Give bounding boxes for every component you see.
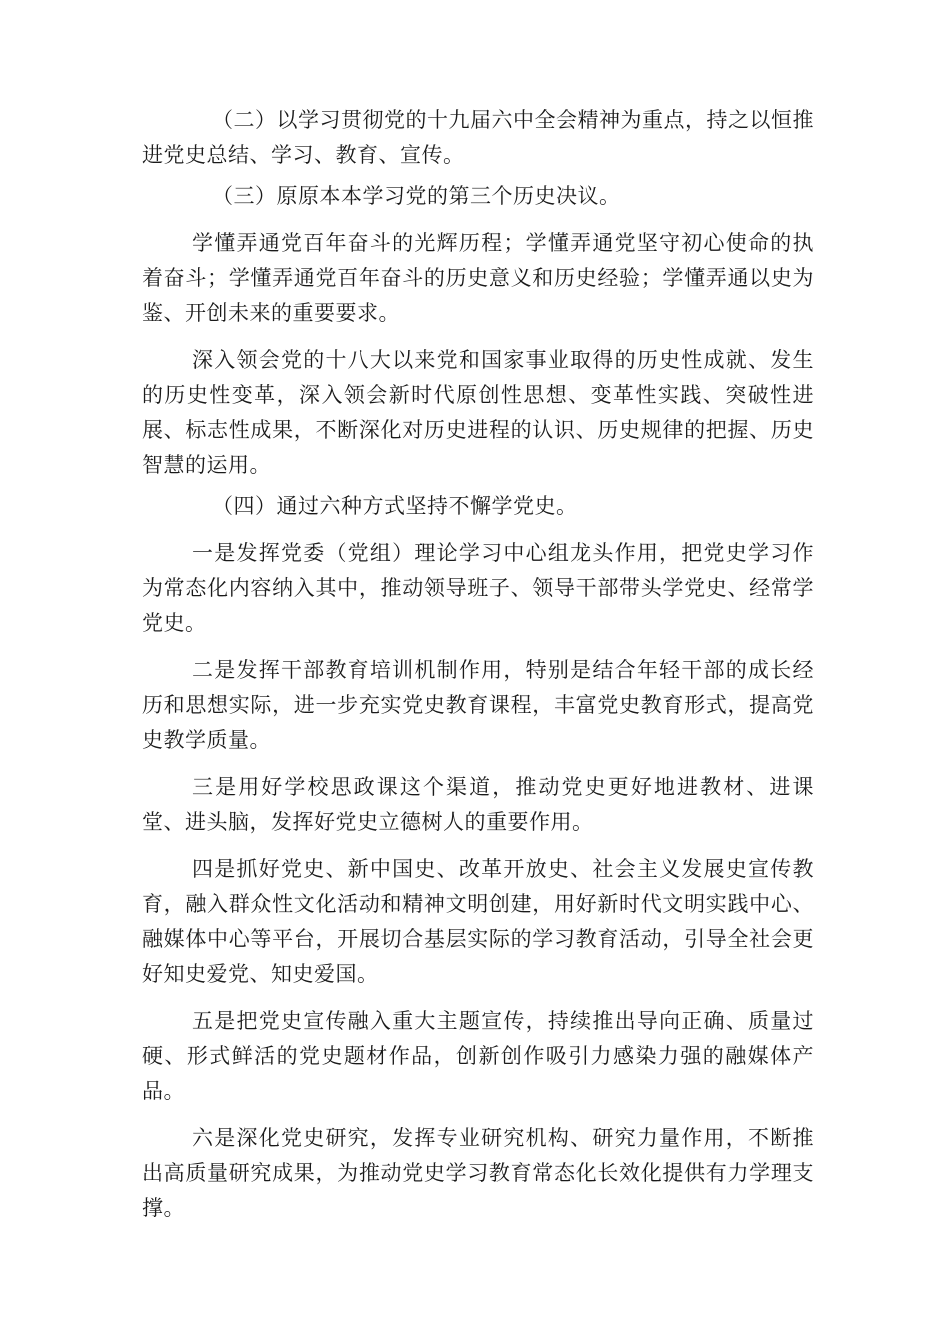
section-heading-3: （三）原原本本学习党的第三个历史决议。 (212, 184, 621, 208)
document-page (142, 103, 814, 1226)
paragraph-method-6: 六是深化党史研究，发挥专业研究机构、研究力量作用，不断推出高质量研究成果，为推动党史学习教育常态化长效化提供有力学理支撑。 (142, 1126, 814, 1220)
paragraph-method-1: 一是发挥党委（党组）理论学习中心组龙头作用，把党史学习作为常态化内容纳入其中，推动领导班子、领导干部带头学党史、经常学党史。 (142, 541, 814, 635)
paragraph-method-4: 四是抓好党史、新中国史、改革开放史、社会主义发展史宣传教育，融入群众性文化活动和精神文明创建，用好新时代文明实践中心、融媒体中心等平台，开展切合基层实际的学习教育活动，引导全社会更好知史爱党、知史爱国。 (142, 857, 814, 986)
paragraph-study-points: 学懂弄通党百年奋斗的光辉历程；学懂弄通党坚守初心使命的执着奋斗；学懂弄通党百年奋斗的历史意义和历史经验；学懂弄通以史为鉴、开创未来的重要要求。 (142, 231, 814, 325)
paragraph-method-2: 二是发挥干部教育培训机制作用，特别是结合年轻干部的成长经历和思想实际，进一步充实党史教育课程，丰富党史教育形式，提高党史教学质量。 (142, 658, 814, 752)
section-heading-2: （二）以学习贯彻党的十九届六中全会精神为重点，持之以恒推进党史总结、学习、教育、宣传。 (142, 108, 814, 167)
paragraph-method-3: 三是用好学校思政课这个渠道，推动党史更好地进教材、进课堂、进头脑，发挥好党史立德树人的重要作用。 (142, 775, 814, 834)
section-heading-4: （四）通过六种方式坚持不懈学党史。 (212, 494, 578, 518)
paragraph-method-5: 五是把党史宣传融入重大主题宣传，持续推出导向正确、质量过硬、形式鲜活的党史题材作品，创新创作吸引力感染力强的融媒体产品。 (142, 1009, 814, 1103)
paragraph-deep-understanding: 深入领会党的十八大以来党和国家事业取得的历史性成就、发生的历史性变革，深入领会新时代原创性思想、变革性实践、突破性进展、标志性成果，不断深化对历史进程的认识、历史规律的把握、历史智慧的运用。 (142, 348, 814, 477)
